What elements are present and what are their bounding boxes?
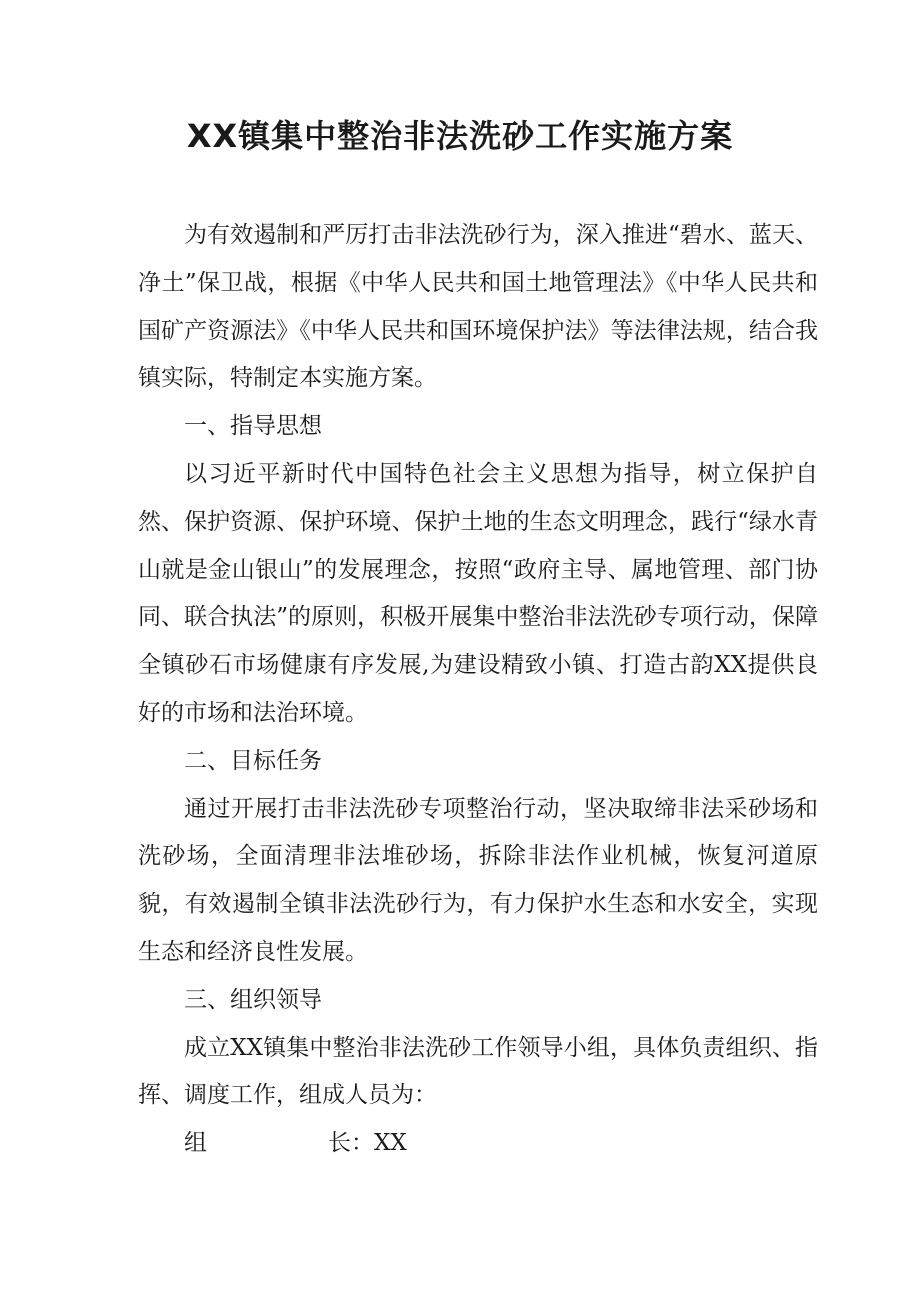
section-heading-goals: 二、目标任务: [184, 747, 322, 774]
document-title: XX镇集中整治非法洗砂工作实施方案: [186, 117, 734, 155]
document-body: [138, 212, 818, 1168]
leader-label: 组: [184, 1130, 207, 1157]
leader-value: 长：XX: [328, 1130, 407, 1157]
section-heading-guiding-ideology: 一、指导思想: [184, 413, 322, 440]
intro-paragraph: 为有效遏制和严厉打击非法洗砂行为，深入推进“碧水、蓝天、净土”保卫战，根据《中华人民共和国土地管理法》《中华人民共和国矿产资源法》《中华人民共和国环境保护法》等法律法规，结合我镇实际，特制定本实施方案。: [138, 222, 818, 392]
organization-paragraph: 成立XX镇集中整治非法洗砂工作领导小组，具体负责组织、指挥、调度工作，组成人员为：: [138, 1034, 818, 1109]
goals-paragraph: 通过开展打击非法洗砂专项整治行动，坚决取缔非法采砂场和洗砂场，全面清理非法堆砂场，拆除非法作业机械，恢复河道原貌，有效遏制全镇非法洗砂行为，有力保护水生态和水安全，实现生态和经济良性发展。: [138, 795, 818, 965]
leader-row: [138, 1120, 818, 1168]
guiding-ideology-paragraph: 以习近平新时代中国特色社会主义思想为指导，树立保护自然、保护资源、保护环境、保护土地的生态文明理念，践行“绿水青山就是金山银山”的发展理念，按照“政府主导、属地管理、部门协同、联合执法”的原则，积极开展集中整治非法洗砂专项行动，保障全镇砂石市场健康有序发展,为建设精致小镇、打造古韵XX提供良好的市场和法治环境。: [138, 460, 818, 726]
section-heading-organization: 三、组织领导: [184, 986, 322, 1013]
